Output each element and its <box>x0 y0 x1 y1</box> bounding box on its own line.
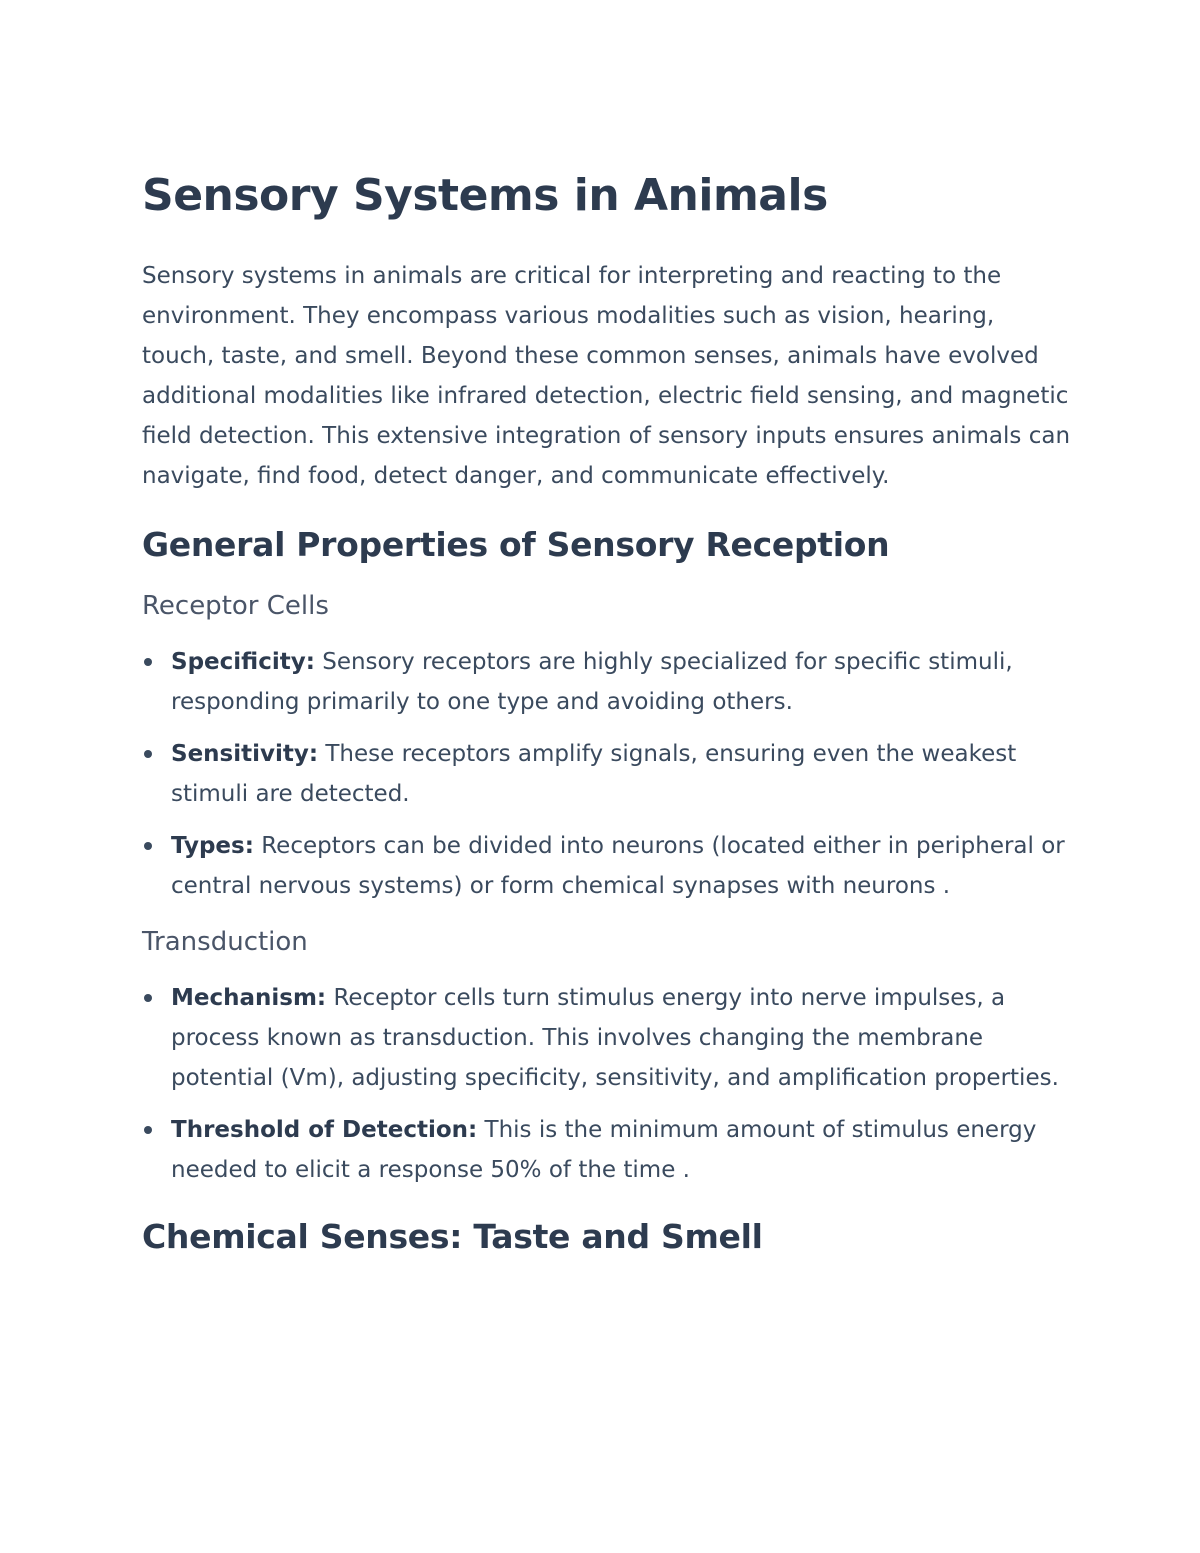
subheading-transduction: Transduction <box>142 927 308 957</box>
list-item-text: Sensory receptors are highly specialized for specific stimuli, responding primarily to one type and avoiding others. <box>171 649 1013 715</box>
bullet-dot-icon <box>144 750 152 758</box>
bullet-dot-icon <box>144 658 152 666</box>
receptor-cells-list <box>142 642 1072 906</box>
list-item <box>142 642 1072 722</box>
bullet-dot-icon <box>144 994 152 1002</box>
list-item <box>142 826 1072 906</box>
document-page <box>142 168 1072 1262</box>
bullet-dot-icon <box>144 1126 152 1134</box>
page-title: Sensory Systems in Animals <box>142 170 828 221</box>
list-item <box>142 734 1072 814</box>
list-item-text: Receptors can be divided into neurons (located either in peripheral or central nervous systems) or form chemical synapses with neurons . <box>171 833 1065 899</box>
list-item-term: Mechanism: <box>171 985 327 1011</box>
subheading-receptor-cells: Receptor Cells <box>142 591 329 621</box>
list-item-text: Receptor cells turn stimulus energy into nerve impulses, a process known as transduction. This involves changing the membrane potential (Vm), adjusting specificity, sensitivity, and amplification properties. <box>171 985 1059 1091</box>
list-item-text: This is the minimum amount of stimulus energy needed to elicit a response 50% of the time . <box>171 1117 1037 1183</box>
bullet-dot-icon <box>144 842 152 850</box>
list-item <box>142 1110 1072 1190</box>
list-item-term: Types: <box>171 833 254 859</box>
intro-paragraph: Sensory systems in animals are critical for interpreting and reacting to the environment. They encompass various modalities such as vision, hearing, touch, taste, and smell. Beyond these common senses, animals have evolved additional modalities like infrared detection, electric field sensing, and magnetic field detection. This extensive integration of sensory inputs ensures animals can navigate, find food, detect danger, and communicate effectively. <box>142 263 1071 489</box>
transduction-list <box>142 978 1072 1190</box>
list-item-term: Sensitivity: <box>171 741 319 767</box>
list-item-term: Specificity: <box>171 649 315 675</box>
list-item-text: These receptors amplify signals, ensuring even the weakest stimuli are detected. <box>171 741 1017 807</box>
list-item <box>142 978 1072 1098</box>
section-heading-general-properties: General Properties of Sensory Reception <box>142 525 890 564</box>
list-item-term: Threshold of Detection: <box>171 1117 478 1143</box>
section-heading-chemical-senses: Chemical Senses: Taste and Smell <box>142 1217 763 1256</box>
